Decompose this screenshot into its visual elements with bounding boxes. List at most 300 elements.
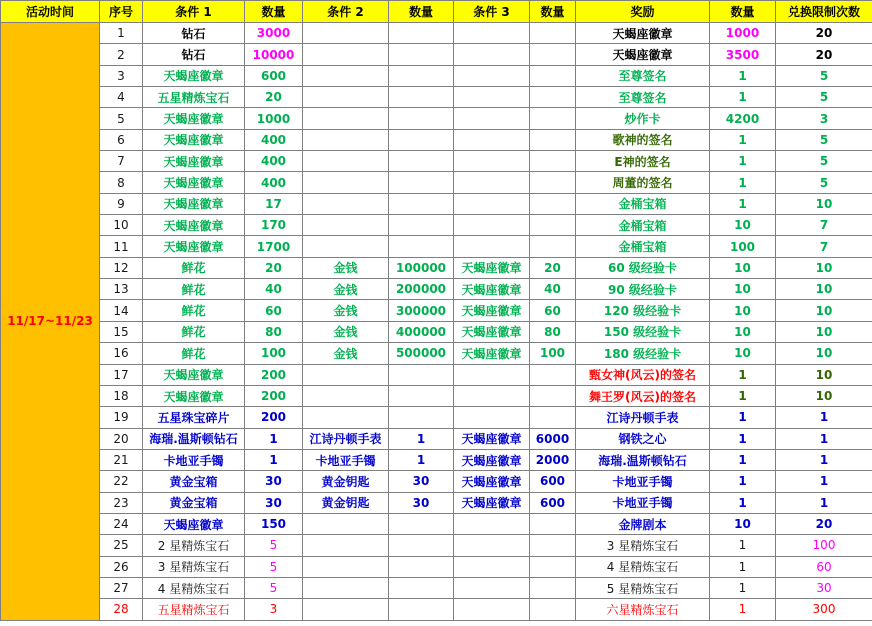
table-row bbox=[1, 215, 872, 236]
condition-3-cell: 天蝎座徽章 bbox=[454, 449, 530, 470]
condition-1-cell: 黄金宝箱 bbox=[143, 471, 245, 492]
reward-cell: E神的签名 bbox=[576, 151, 710, 172]
table-row bbox=[1, 343, 872, 364]
reward-quantity-cell: 1 bbox=[710, 492, 776, 513]
quantity-2-cell: 1 bbox=[389, 449, 454, 470]
condition-3-cell: 天蝎座徽章 bbox=[454, 257, 530, 278]
quantity-1-cell: 1 bbox=[245, 428, 303, 449]
table-row bbox=[1, 321, 872, 342]
quantity-2-cell: 1 bbox=[389, 428, 454, 449]
row-number: 23 bbox=[100, 492, 143, 513]
quantity-2-cell: 30 bbox=[389, 492, 454, 513]
quantity-3-cell bbox=[530, 556, 576, 577]
quantity-2-cell bbox=[389, 44, 454, 65]
quantity-1-cell: 400 bbox=[245, 129, 303, 150]
condition-1-cell: 天蝎座徽章 bbox=[143, 215, 245, 236]
condition-3-cell bbox=[454, 129, 530, 150]
row-number: 20 bbox=[100, 428, 143, 449]
quantity-1-cell: 1700 bbox=[245, 236, 303, 257]
condition-3-cell bbox=[454, 215, 530, 236]
exchange-limit-cell: 30 bbox=[776, 577, 872, 598]
reward-quantity-cell: 1 bbox=[710, 65, 776, 86]
condition-1-cell: 鲜花 bbox=[143, 343, 245, 364]
reward-cell: 150 级经验卡 bbox=[576, 321, 710, 342]
row-number: 15 bbox=[100, 321, 143, 342]
condition-2-cell: 金钱 bbox=[303, 343, 389, 364]
quantity-1-cell: 200 bbox=[245, 364, 303, 385]
reward-quantity-cell: 1000 bbox=[710, 23, 776, 44]
header-row bbox=[1, 1, 872, 23]
row-number: 26 bbox=[100, 556, 143, 577]
reward-quantity-cell: 1 bbox=[710, 385, 776, 406]
quantity-2-cell bbox=[389, 108, 454, 129]
quantity-3-cell: 80 bbox=[530, 321, 576, 342]
row-number: 16 bbox=[100, 343, 143, 364]
condition-3-cell: 天蝎座徽章 bbox=[454, 428, 530, 449]
quantity-3-cell bbox=[530, 236, 576, 257]
condition-3-cell bbox=[454, 193, 530, 214]
reward-cell: 炒作卡 bbox=[576, 108, 710, 129]
quantity-3-cell bbox=[530, 215, 576, 236]
event-period: 11/17~11/23 bbox=[1, 23, 100, 621]
condition-1-cell: 海瑞.温斯顿钻石 bbox=[143, 428, 245, 449]
reward-quantity-cell: 1 bbox=[710, 449, 776, 470]
table-row bbox=[1, 513, 872, 534]
quantity-1-cell: 400 bbox=[245, 172, 303, 193]
condition-1-cell: 天蝎座徽章 bbox=[143, 364, 245, 385]
table-row bbox=[1, 129, 872, 150]
quantity-1-cell: 150 bbox=[245, 513, 303, 534]
condition-1-cell: 天蝎座徽章 bbox=[143, 65, 245, 86]
quantity-2-cell bbox=[389, 407, 454, 428]
exchange-limit-cell: 1 bbox=[776, 492, 872, 513]
quantity-1-cell: 1000 bbox=[245, 108, 303, 129]
reward-quantity-cell: 3500 bbox=[710, 44, 776, 65]
quantity-2-cell bbox=[389, 193, 454, 214]
header-number: 序号 bbox=[100, 1, 143, 23]
condition-3-cell bbox=[454, 513, 530, 534]
condition-3-cell bbox=[454, 44, 530, 65]
exchange-limit-cell: 20 bbox=[776, 44, 872, 65]
quantity-2-cell bbox=[389, 513, 454, 534]
quantity-2-cell bbox=[389, 215, 454, 236]
condition-3-cell: 天蝎座徽章 bbox=[454, 492, 530, 513]
condition-1-cell: 五星精炼宝石 bbox=[143, 87, 245, 108]
header-reward: 奖励 bbox=[576, 1, 710, 23]
condition-2-cell: 卡地亚手镯 bbox=[303, 449, 389, 470]
table-row bbox=[1, 364, 872, 385]
header-condition-1: 条件 1 bbox=[143, 1, 245, 23]
exchange-limit-cell: 100 bbox=[776, 535, 872, 556]
row-number: 10 bbox=[100, 215, 143, 236]
quantity-1-cell: 30 bbox=[245, 471, 303, 492]
quantity-3-cell bbox=[530, 108, 576, 129]
exchange-limit-cell: 5 bbox=[776, 172, 872, 193]
condition-2-cell bbox=[303, 236, 389, 257]
condition-2-cell: 金钱 bbox=[303, 321, 389, 342]
header-period: 活动时间 bbox=[1, 1, 100, 23]
reward-cell: 卡地亚手镯 bbox=[576, 471, 710, 492]
quantity-3-cell bbox=[530, 193, 576, 214]
reward-cell: 120 级经验卡 bbox=[576, 300, 710, 321]
quantity-2-cell: 30 bbox=[389, 471, 454, 492]
condition-1-cell: 鲜花 bbox=[143, 321, 245, 342]
reward-cell: 5 星精炼宝石 bbox=[576, 577, 710, 598]
quantity-1-cell: 100 bbox=[245, 343, 303, 364]
condition-3-cell bbox=[454, 385, 530, 406]
condition-3-cell bbox=[454, 87, 530, 108]
quantity-2-cell bbox=[389, 65, 454, 86]
reward-cell: 天蝎座徽章 bbox=[576, 23, 710, 44]
reward-cell: 江诗丹顿手表 bbox=[576, 407, 710, 428]
quantity-2-cell bbox=[389, 151, 454, 172]
header-condition-3: 条件 3 bbox=[454, 1, 530, 23]
table-row bbox=[1, 23, 872, 44]
condition-2-cell: 金钱 bbox=[303, 257, 389, 278]
table-row bbox=[1, 556, 872, 577]
exchange-limit-cell: 10 bbox=[776, 257, 872, 278]
reward-cell: 至尊签名 bbox=[576, 87, 710, 108]
condition-2-cell bbox=[303, 556, 389, 577]
reward-quantity-cell: 10 bbox=[710, 321, 776, 342]
condition-1-cell: 天蝎座徽章 bbox=[143, 193, 245, 214]
table-row bbox=[1, 257, 872, 278]
quantity-3-cell: 6000 bbox=[530, 428, 576, 449]
reward-quantity-cell: 1 bbox=[710, 535, 776, 556]
quantity-3-cell bbox=[530, 129, 576, 150]
exchange-limit-cell: 60 bbox=[776, 556, 872, 577]
quantity-1-cell: 400 bbox=[245, 151, 303, 172]
exchange-limit-cell: 10 bbox=[776, 385, 872, 406]
exchange-limit-cell: 5 bbox=[776, 151, 872, 172]
quantity-3-cell bbox=[530, 172, 576, 193]
quantity-2-cell bbox=[389, 172, 454, 193]
table-row bbox=[1, 108, 872, 129]
exchange-limit-cell: 10 bbox=[776, 321, 872, 342]
header-quantity-2: 数量 bbox=[389, 1, 454, 23]
quantity-2-cell bbox=[389, 129, 454, 150]
condition-3-cell bbox=[454, 65, 530, 86]
reward-quantity-cell: 10 bbox=[710, 300, 776, 321]
row-number: 8 bbox=[100, 172, 143, 193]
condition-3-cell bbox=[454, 23, 530, 44]
reward-cell: 90 级经验卡 bbox=[576, 279, 710, 300]
reward-quantity-cell: 1 bbox=[710, 172, 776, 193]
exchange-limit-cell: 20 bbox=[776, 23, 872, 44]
condition-3-cell bbox=[454, 577, 530, 598]
condition-1-cell: 2 星精炼宝石 bbox=[143, 535, 245, 556]
quantity-1-cell: 1 bbox=[245, 449, 303, 470]
quantity-3-cell bbox=[530, 513, 576, 534]
exchange-limit-cell: 10 bbox=[776, 300, 872, 321]
quantity-1-cell: 30 bbox=[245, 492, 303, 513]
condition-1-cell: 鲜花 bbox=[143, 279, 245, 300]
quantity-3-cell bbox=[530, 364, 576, 385]
reward-quantity-cell: 1 bbox=[710, 407, 776, 428]
quantity-2-cell bbox=[389, 577, 454, 598]
quantity-1-cell: 10000 bbox=[245, 44, 303, 65]
reward-quantity-cell: 1 bbox=[710, 151, 776, 172]
exchange-limit-cell: 5 bbox=[776, 87, 872, 108]
condition-2-cell: 黄金钥匙 bbox=[303, 471, 389, 492]
condition-3-cell: 天蝎座徽章 bbox=[454, 300, 530, 321]
condition-2-cell: 金钱 bbox=[303, 300, 389, 321]
exchange-limit-cell: 20 bbox=[776, 513, 872, 534]
row-number: 6 bbox=[100, 129, 143, 150]
quantity-2-cell bbox=[389, 535, 454, 556]
row-number: 13 bbox=[100, 279, 143, 300]
reward-cell: 金桶宝箱 bbox=[576, 215, 710, 236]
quantity-3-cell bbox=[530, 577, 576, 598]
reward-quantity-cell: 10 bbox=[710, 279, 776, 300]
table-row bbox=[1, 172, 872, 193]
reward-cell: 舞王罗(风云)的签名 bbox=[576, 385, 710, 406]
condition-2-cell bbox=[303, 535, 389, 556]
quantity-2-cell bbox=[389, 364, 454, 385]
condition-2-cell bbox=[303, 44, 389, 65]
quantity-3-cell bbox=[530, 535, 576, 556]
table-row bbox=[1, 449, 872, 470]
exchange-limit-cell: 10 bbox=[776, 343, 872, 364]
table-row bbox=[1, 87, 872, 108]
exchange-limit-cell: 7 bbox=[776, 215, 872, 236]
row-number: 7 bbox=[100, 151, 143, 172]
condition-3-cell bbox=[454, 151, 530, 172]
reward-quantity-cell: 1 bbox=[710, 471, 776, 492]
condition-2-cell bbox=[303, 23, 389, 44]
table-row bbox=[1, 492, 872, 513]
exchange-limit-cell: 5 bbox=[776, 129, 872, 150]
quantity-1-cell: 200 bbox=[245, 407, 303, 428]
quantity-3-cell: 600 bbox=[530, 492, 576, 513]
condition-1-cell: 天蝎座徽章 bbox=[143, 151, 245, 172]
condition-2-cell bbox=[303, 577, 389, 598]
condition-2-cell bbox=[303, 599, 389, 620]
row-number: 22 bbox=[100, 471, 143, 492]
reward-quantity-cell: 1 bbox=[710, 599, 776, 620]
row-number: 24 bbox=[100, 513, 143, 534]
condition-1-cell: 卡地亚手镯 bbox=[143, 449, 245, 470]
table-row bbox=[1, 193, 872, 214]
row-number: 2 bbox=[100, 44, 143, 65]
condition-3-cell bbox=[454, 236, 530, 257]
reward-cell: 海瑞.温斯顿钻石 bbox=[576, 449, 710, 470]
condition-3-cell: 天蝎座徽章 bbox=[454, 343, 530, 364]
reward-quantity-cell: 1 bbox=[710, 364, 776, 385]
condition-3-cell: 天蝎座徽章 bbox=[454, 321, 530, 342]
reward-quantity-cell: 1 bbox=[710, 193, 776, 214]
reward-cell: 4 星精炼宝石 bbox=[576, 556, 710, 577]
quantity-1-cell: 20 bbox=[245, 87, 303, 108]
quantity-3-cell bbox=[530, 385, 576, 406]
quantity-1-cell: 200 bbox=[245, 385, 303, 406]
row-number: 9 bbox=[100, 193, 143, 214]
condition-1-cell: 钻石 bbox=[143, 44, 245, 65]
table-row bbox=[1, 407, 872, 428]
exchange-limit-cell: 10 bbox=[776, 364, 872, 385]
condition-3-cell: 天蝎座徽章 bbox=[454, 279, 530, 300]
quantity-2-cell bbox=[389, 236, 454, 257]
quantity-3-cell: 20 bbox=[530, 257, 576, 278]
row-number: 17 bbox=[100, 364, 143, 385]
reward-quantity-cell: 1 bbox=[710, 87, 776, 108]
condition-3-cell: 天蝎座徽章 bbox=[454, 471, 530, 492]
table-row bbox=[1, 471, 872, 492]
exchange-limit-cell: 3 bbox=[776, 108, 872, 129]
condition-3-cell bbox=[454, 535, 530, 556]
condition-1-cell: 五星珠宝碎片 bbox=[143, 407, 245, 428]
reward-quantity-cell: 1 bbox=[710, 428, 776, 449]
quantity-3-cell: 100 bbox=[530, 343, 576, 364]
row-number: 18 bbox=[100, 385, 143, 406]
condition-3-cell bbox=[454, 364, 530, 385]
condition-1-cell: 鲜花 bbox=[143, 300, 245, 321]
quantity-3-cell bbox=[530, 65, 576, 86]
quantity-3-cell bbox=[530, 87, 576, 108]
condition-1-cell: 3 星精炼宝石 bbox=[143, 556, 245, 577]
exchange-limit-cell: 1 bbox=[776, 407, 872, 428]
condition-1-cell: 天蝎座徽章 bbox=[143, 385, 245, 406]
table-row bbox=[1, 236, 872, 257]
condition-2-cell bbox=[303, 407, 389, 428]
condition-2-cell: 黄金钥匙 bbox=[303, 492, 389, 513]
quantity-2-cell: 100000 bbox=[389, 257, 454, 278]
condition-2-cell bbox=[303, 87, 389, 108]
header-quantity-1: 数量 bbox=[245, 1, 303, 23]
quantity-2-cell bbox=[389, 87, 454, 108]
reward-cell: 天蝎座徽章 bbox=[576, 44, 710, 65]
quantity-2-cell: 500000 bbox=[389, 343, 454, 364]
quantity-3-cell: 600 bbox=[530, 471, 576, 492]
reward-quantity-cell: 10 bbox=[710, 257, 776, 278]
condition-2-cell bbox=[303, 215, 389, 236]
reward-cell: 180 级经验卡 bbox=[576, 343, 710, 364]
condition-1-cell: 4 星精炼宝石 bbox=[143, 577, 245, 598]
quantity-3-cell: 2000 bbox=[530, 449, 576, 470]
quantity-1-cell: 3 bbox=[245, 599, 303, 620]
exchange-limit-cell: 1 bbox=[776, 428, 872, 449]
row-number: 27 bbox=[100, 577, 143, 598]
quantity-1-cell: 5 bbox=[245, 535, 303, 556]
quantity-2-cell: 400000 bbox=[389, 321, 454, 342]
table-row bbox=[1, 300, 872, 321]
row-number: 21 bbox=[100, 449, 143, 470]
quantity-2-cell bbox=[389, 385, 454, 406]
reward-quantity-cell: 10 bbox=[710, 343, 776, 364]
exchange-limit-cell: 7 bbox=[776, 236, 872, 257]
condition-1-cell: 黄金宝箱 bbox=[143, 492, 245, 513]
row-number: 11 bbox=[100, 236, 143, 257]
quantity-3-cell: 60 bbox=[530, 300, 576, 321]
quantity-2-cell bbox=[389, 23, 454, 44]
quantity-1-cell: 60 bbox=[245, 300, 303, 321]
exchange-limit-cell: 10 bbox=[776, 193, 872, 214]
row-number: 5 bbox=[100, 108, 143, 129]
row-number: 12 bbox=[100, 257, 143, 278]
reward-quantity-cell: 10 bbox=[710, 513, 776, 534]
reward-quantity-cell: 1 bbox=[710, 556, 776, 577]
reward-cell: 甄女神(风云)的签名 bbox=[576, 364, 710, 385]
reward-cell: 六星精炼宝石 bbox=[576, 599, 710, 620]
header-quantity-3: 数量 bbox=[530, 1, 576, 23]
condition-3-cell bbox=[454, 172, 530, 193]
table-row bbox=[1, 385, 872, 406]
quantity-2-cell bbox=[389, 599, 454, 620]
quantity-2-cell: 200000 bbox=[389, 279, 454, 300]
header-condition-2: 条件 2 bbox=[303, 1, 389, 23]
condition-2-cell bbox=[303, 513, 389, 534]
row-number: 1 bbox=[100, 23, 143, 44]
condition-3-cell bbox=[454, 108, 530, 129]
condition-2-cell bbox=[303, 172, 389, 193]
reward-quantity-cell: 1 bbox=[710, 129, 776, 150]
quantity-1-cell: 5 bbox=[245, 556, 303, 577]
reward-cell: 60 级经验卡 bbox=[576, 257, 710, 278]
condition-2-cell: 江诗丹顿手表 bbox=[303, 428, 389, 449]
quantity-2-cell bbox=[389, 556, 454, 577]
table-row bbox=[1, 577, 872, 598]
reward-quantity-cell: 10 bbox=[710, 215, 776, 236]
reward-cell: 卡地亚手镯 bbox=[576, 492, 710, 513]
condition-1-cell: 天蝎座徽章 bbox=[143, 129, 245, 150]
condition-2-cell bbox=[303, 151, 389, 172]
reward-quantity-cell: 100 bbox=[710, 236, 776, 257]
row-number: 28 bbox=[100, 599, 143, 620]
condition-3-cell bbox=[454, 599, 530, 620]
quantity-1-cell: 40 bbox=[245, 279, 303, 300]
reward-cell: 歌神的签名 bbox=[576, 129, 710, 150]
row-number: 19 bbox=[100, 407, 143, 428]
reward-cell: 金桶宝箱 bbox=[576, 193, 710, 214]
condition-1-cell: 天蝎座徽章 bbox=[143, 236, 245, 257]
condition-3-cell bbox=[454, 407, 530, 428]
table-row bbox=[1, 279, 872, 300]
condition-2-cell bbox=[303, 193, 389, 214]
reward-cell: 周董的签名 bbox=[576, 172, 710, 193]
quantity-1-cell: 17 bbox=[245, 193, 303, 214]
reward-cell: 至尊签名 bbox=[576, 65, 710, 86]
header-reward-quantity: 数量 bbox=[710, 1, 776, 23]
exchange-limit-cell: 10 bbox=[776, 279, 872, 300]
condition-1-cell: 钻石 bbox=[143, 23, 245, 44]
condition-1-cell: 鲜花 bbox=[143, 257, 245, 278]
quantity-1-cell: 5 bbox=[245, 577, 303, 598]
exchange-limit-cell: 1 bbox=[776, 449, 872, 470]
quantity-3-cell: 40 bbox=[530, 279, 576, 300]
row-number: 14 bbox=[100, 300, 143, 321]
exchange-limit-cell: 5 bbox=[776, 65, 872, 86]
row-number: 4 bbox=[100, 87, 143, 108]
quantity-1-cell: 3000 bbox=[245, 23, 303, 44]
quantity-3-cell bbox=[530, 23, 576, 44]
reward-cell: 金桶宝箱 bbox=[576, 236, 710, 257]
quantity-3-cell bbox=[530, 44, 576, 65]
table-row bbox=[1, 44, 872, 65]
row-number: 25 bbox=[100, 535, 143, 556]
condition-1-cell: 天蝎座徽章 bbox=[143, 108, 245, 129]
condition-2-cell bbox=[303, 364, 389, 385]
quantity-3-cell bbox=[530, 599, 576, 620]
reward-cell: 钢铁之心 bbox=[576, 428, 710, 449]
condition-3-cell bbox=[454, 556, 530, 577]
quantity-2-cell: 300000 bbox=[389, 300, 454, 321]
header-exchange-limit: 兑换限制次数 bbox=[776, 1, 872, 23]
quantity-1-cell: 20 bbox=[245, 257, 303, 278]
table-row bbox=[1, 65, 872, 86]
quantity-1-cell: 80 bbox=[245, 321, 303, 342]
table-row bbox=[1, 428, 872, 449]
row-number: 3 bbox=[100, 65, 143, 86]
